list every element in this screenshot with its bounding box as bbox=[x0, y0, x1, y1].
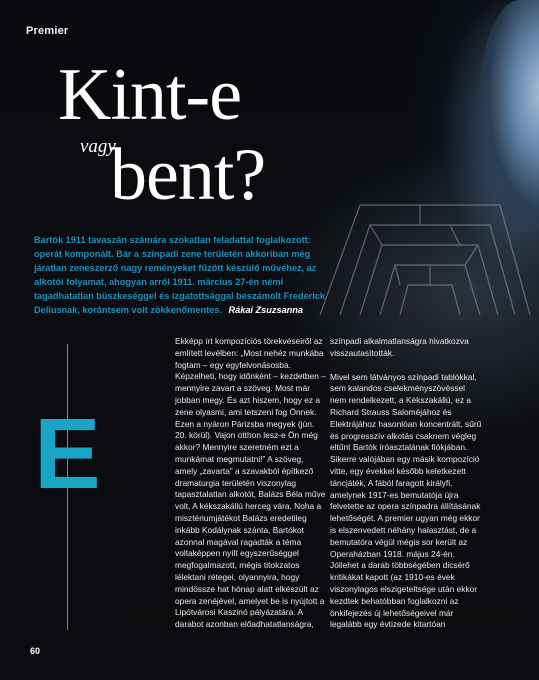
section-label: Premier bbox=[26, 25, 69, 37]
lead-text: Bartók 1911 tavaszán számára szokatlan feladattal foglalkozott: operát komponált. Bár a színpadi zene területén akkoriban még járatlan zeneszerző nagy reményeket fűzött készülő művéhez, az alkotói folyamat, ahogyan arról 1911. március 27-én némi tagadhatatlan büszkeséggel és izgatottsággal beszámolt Frederick Deliusnak, korántsem volt zökkenőmentes. bbox=[34, 235, 326, 315]
body-column-2 bbox=[330, 336, 482, 631]
body-paragraph: színpadi alkalmatlanságra hivatkozva visszautasították. bbox=[330, 336, 469, 358]
title-line-1: Kint-e bbox=[58, 54, 242, 136]
title-connector: vagy bbox=[80, 136, 116, 157]
lead-paragraph bbox=[34, 233, 334, 317]
byline: Rákai Zsuzsanna bbox=[228, 305, 304, 315]
maze-photo bbox=[300, 175, 539, 325]
drop-cap: E bbox=[34, 398, 101, 510]
page-number: 60 bbox=[30, 646, 41, 656]
body-column-1 bbox=[175, 336, 327, 631]
title-line-2: bent? bbox=[110, 134, 266, 216]
body-paragraph: Mivel sem látványos színpadi tablókkal, sem kalandos cselekményszövéssel nem rendelkezett, a Kékszakállú, ez a Richard Strauss Saloméjához és Elektrájához hasonlóan koncentrált, sűrű és progresszív alkotás csaknem végleg eltűnt Bartók íróasztalának fiókjában. Sikerre valójában egy másik kompozíció vitte, egy évekkel később keletkezett táncjáték, A fából faragott királyfi, amelynek 1917-es bemutatója újra felvetette az opera színpadra állításának lehetőségét. A premier ugyan még ekkor is elszenvedett néhány halasztást, de a bemutatóra végül mégis sor került az Operaházban 1918. május 24-én. Jóllehet a darab többségében dicsérő kritikákat kapott (az 1910-es évek viszonylagos elszigeteltsége után ekkor kezdtek behatóbban foglalkozni az önkifejezés új lehetőségeivel már legalább egy évtizede kitartóan bbox=[330, 371, 482, 630]
body-paragraph: Ekképp írt kompozíciós törekvéseiről az említett levélben: „Most nehéz munkába fogtam – egy egyfelvonásosba. Képzelheti, hogy időnként – kezdetben – mennyire zavart a szöveg. Most már jobban megy. És azt hiszem, hogy ez a zene olyasmi, ami tetszeni fog Önnek. Ezen a nyáron Párizsba megyek (jún. 20. körül). Vajon otthon lesz-e Ön még akkor? Mennyire szeretném ezt a munkámat megmutatni!” A szöveg, amely „zavarta” a szavakból építkező dramaturgia területén viszonylag tapasztalatlan alkotót, Balázs Béla műve volt, A kékszakállú herceg vára. Noha a misztériumjátékot Balázs eredetileg inkább Kodálynak szánta, Bartókot azonnal magával ragadták a téma voltaképpen nyílt egyszerűséggel megfogalmazott, mégis titokzatos lélektani rétegei, olyannyira, hogy mindössze hat hónap alatt elkészült az opera zenéjével, amelyet be is nyújtott a Lipótvárosi Kaszinó pályázatára. A darabot azonban előadhatatlanságra, bbox=[175, 336, 326, 630]
